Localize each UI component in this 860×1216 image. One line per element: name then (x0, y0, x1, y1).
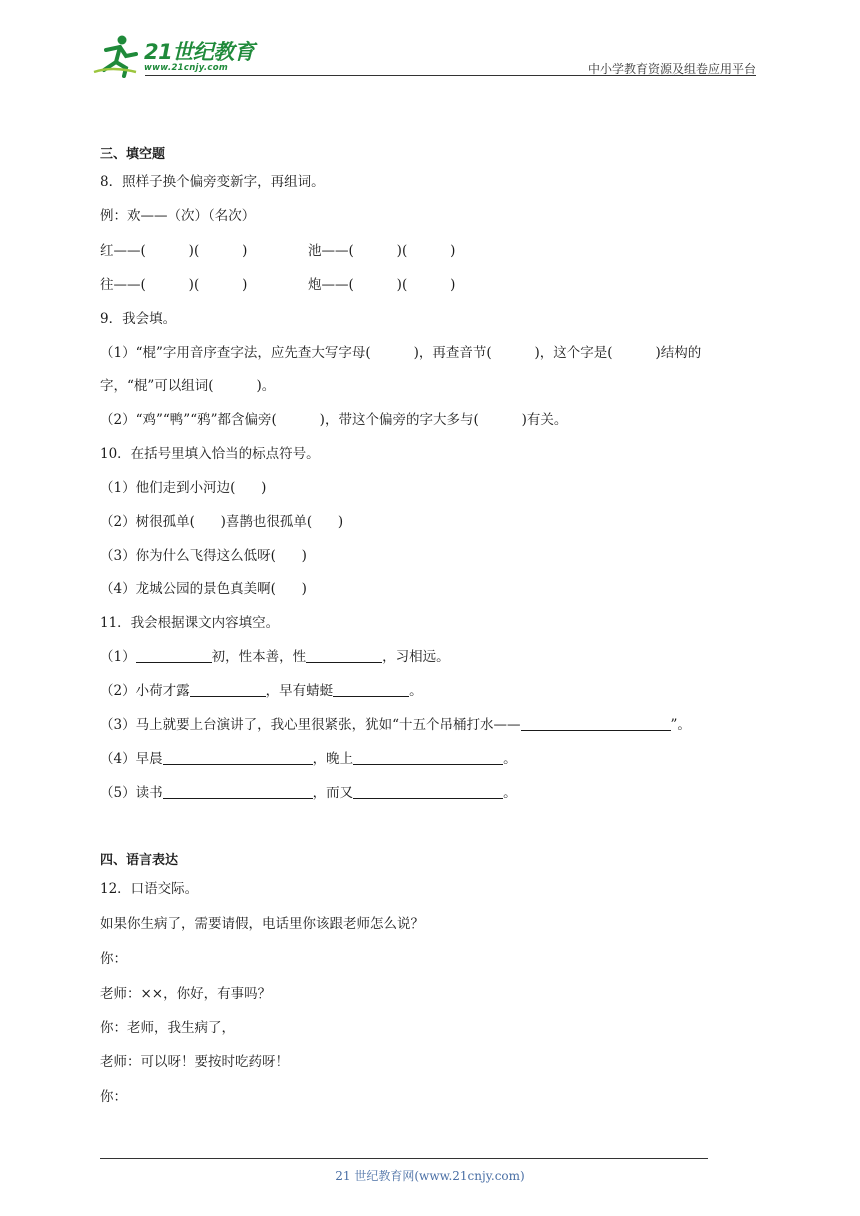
question-11-item-5: （5）读书 ，而又 。 (100, 785, 517, 801)
answer-blank[interactable] (333, 682, 409, 697)
question-11-item-1: （1） 初，性本善，性 ，习相远。 (100, 649, 450, 665)
logo-url: www.21cnjy.com (144, 63, 228, 73)
section-title-language-expression: 四、语言表达 (100, 853, 179, 868)
section-title-fill-blank: 三、填空题 (100, 147, 166, 162)
question-8-stem: 8．照样子换个偏旁变新字，再组词。 (100, 174, 325, 190)
answer-blank[interactable] (353, 750, 503, 765)
site-logo (92, 32, 272, 78)
answer-blank[interactable] (306, 648, 382, 663)
dialog-line: 你： (100, 951, 127, 967)
answer-blank[interactable] (163, 784, 313, 799)
answer-blank[interactable] (353, 784, 503, 799)
question-10-item: （4）龙城公园的景色真美啊( ) (100, 581, 307, 597)
question-11-item-4: （4）早晨 ，晚上 。 (100, 751, 517, 767)
runner-icon (92, 32, 142, 78)
answer-blank[interactable] (163, 750, 313, 765)
dialog-line: 你：老师，我生病了， (100, 1020, 235, 1036)
answer-blank[interactable] (521, 716, 671, 731)
question-9-part-1-line-2: 字，“棍”可以组词( )。 (100, 378, 276, 394)
dialog-line: 老师：可以呀！要按时吃药呀！ (100, 1054, 289, 1070)
header-divider (145, 75, 756, 76)
logo-text: 21世纪教育 (144, 40, 255, 64)
question-11-stem: 11．我会根据课文内容填空。 (100, 615, 280, 631)
question-9-stem: 9．我会填。 (100, 311, 177, 327)
question-10-item: （1）他们走到小河边( ) (100, 480, 267, 496)
question-11-item-2: （2）小荷才露 ，早有蜻蜓 。 (100, 683, 423, 699)
question-9-part-2: （2）“鸡”“鸭”“鸦”都含偏旁( )，带这个偏旁的字大多与( )有关。 (100, 412, 568, 428)
answer-blank[interactable] (190, 682, 266, 697)
question-9-part-1-line-1: （1）“棍”字用音序查字法，应先查大写字母( )，再查音节( )，这个字是( )结构的 (100, 345, 702, 361)
header-platform-text: 中小学教育资源及组卷应用平台 (587, 62, 756, 76)
question-12-prompt: 如果你生病了，需要请假，电话里你该跟老师怎么说？ (100, 916, 424, 932)
question-11-item-3: （3）马上就要上台演讲了，我心里很紧张，犹如“十五个吊桶打水—— ”。 (100, 717, 691, 733)
footer-link[interactable]: 21 世纪教育网(www.21cnjy.com) (335, 1169, 525, 1183)
dialog-line: 你： (100, 1089, 127, 1105)
question-10-stem: 10．在括号里填入恰当的标点符号。 (100, 446, 320, 462)
question-10-item: （2）树很孤单( )喜鹊也很孤单( ) (100, 514, 344, 530)
question-8-example: 例：欢——（次）（名次） (100, 208, 256, 224)
question-8-row-2b: 炮——( )( ) (308, 277, 456, 293)
question-8-row-1a: 红——( )( ) (100, 243, 248, 259)
question-10-item: （3）你为什么飞得这么低呀( ) (100, 548, 307, 564)
question-8-row-2a: 往——( )( ) (100, 277, 248, 293)
question-12-stem: 12．口语交际。 (100, 881, 199, 897)
footer-divider (100, 1158, 708, 1159)
dialog-line: 老师：××，你好，有事吗？ (100, 986, 272, 1002)
question-8-row-1b: 池——( )( ) (308, 243, 456, 259)
answer-blank[interactable] (136, 648, 212, 663)
